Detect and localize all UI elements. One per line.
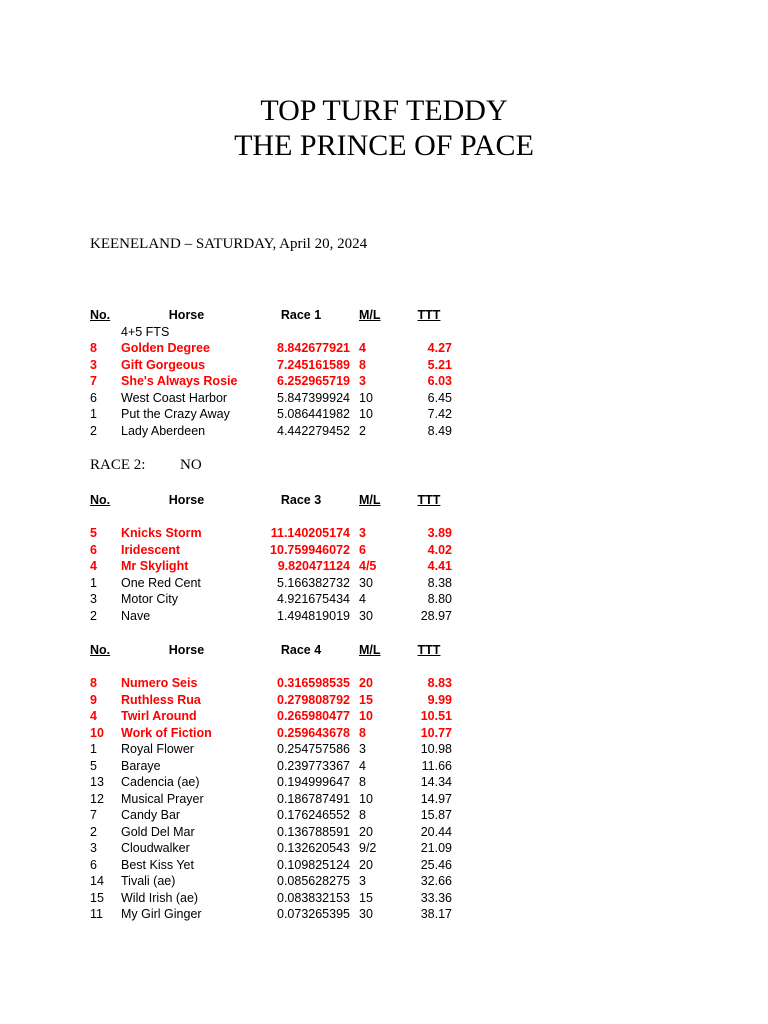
- entry-number: 1: [90, 742, 97, 756]
- entry-ttt: 25.46: [420, 857, 452, 872]
- race1-header-row: [0, 307, 768, 324]
- entry-score: 0.083832153: [277, 890, 350, 905]
- header-no: No.: [90, 643, 111, 657]
- entry-row: [0, 725, 768, 742]
- entry-score: 0.136788591: [277, 824, 350, 839]
- header-horse: Horse: [168, 493, 205, 507]
- entry-morning-line: 10: [359, 791, 373, 806]
- entry-ttt: 8.38: [427, 575, 452, 590]
- entry-number: 7: [90, 374, 97, 388]
- entry-morning-line: 4: [359, 758, 366, 773]
- entry-score: 1.494819019: [277, 608, 350, 623]
- entry-horse: My Girl Ginger: [121, 907, 202, 921]
- entry-ttt: 4.41: [427, 559, 452, 573]
- entry-row: [0, 807, 768, 824]
- entry-number: 5: [90, 526, 97, 540]
- entry-horse: Gift Gorgeous: [121, 357, 206, 372]
- header-race: Race 1: [280, 308, 322, 322]
- entry-score: 0.239773367: [277, 758, 350, 773]
- entry-row: [0, 591, 768, 608]
- entry-row: [0, 373, 768, 390]
- entry-row: [0, 608, 768, 625]
- entry-ttt: 28.97: [420, 608, 452, 623]
- entry-row: [0, 857, 768, 874]
- race1-note-row: [0, 324, 768, 341]
- race4-spacer-row: [0, 659, 768, 676]
- entry-ttt: 15.87: [420, 808, 452, 822]
- entry-morning-line: 3: [359, 526, 366, 540]
- entry-row: [0, 357, 768, 374]
- entry-horse: West Coast Harbor: [121, 390, 228, 405]
- entry-horse: Lady Aberdeen: [121, 423, 206, 438]
- entry-horse: Musical Prayer: [121, 791, 204, 806]
- entry-ttt: 8.49: [427, 423, 452, 438]
- entry-morning-line: 3: [359, 374, 366, 388]
- entry-morning-line: 4: [359, 341, 366, 355]
- entry-horse: One Red Cent: [121, 575, 201, 590]
- entry-horse: Tivali (ae): [121, 874, 176, 888]
- entry-morning-line: 3: [359, 874, 366, 888]
- entry-number: 1: [90, 407, 97, 421]
- entry-number: 4: [90, 559, 97, 573]
- entry-row: [0, 542, 768, 559]
- entry-morning-line: 8: [359, 808, 366, 822]
- race3-block: [0, 492, 768, 624]
- entry-morning-line: 30: [359, 907, 373, 921]
- entry-morning-line: 8: [359, 775, 366, 789]
- entry-score: 0.132620543: [277, 841, 350, 855]
- entry-row: [0, 340, 768, 357]
- entry-ttt: 21.09: [420, 841, 452, 855]
- entry-horse: She's Always Rosie: [121, 374, 238, 388]
- entry-number: 3: [90, 357, 97, 372]
- entry-row: [0, 741, 768, 758]
- race1-block: [0, 307, 768, 439]
- entry-morning-line: 4: [359, 592, 366, 606]
- entry-number: 8: [90, 341, 97, 355]
- entry-score: 7.245161589: [277, 357, 350, 372]
- entry-score: 6.252965719: [277, 374, 350, 388]
- title-line-2: THE PRINCE OF PACE: [234, 129, 534, 162]
- entry-morning-line: 15: [359, 890, 373, 905]
- entry-score: 0.265980477: [277, 709, 350, 723]
- entry-ttt: 10.98: [420, 742, 452, 756]
- entry-horse: Twirl Around: [121, 709, 197, 723]
- entry-row: [0, 824, 768, 841]
- entry-ttt: 6.03: [427, 374, 452, 388]
- entry-horse: Wild Irish (ae): [121, 890, 199, 905]
- entry-morning-line: 30: [359, 575, 373, 590]
- race4-header-row: [0, 642, 768, 659]
- entry-row: [0, 675, 768, 692]
- entry-horse: Numero Seis: [121, 676, 198, 690]
- entry-score: 4.921675434: [277, 592, 350, 606]
- header-ml: M/L: [359, 493, 381, 507]
- entry-ttt: 7.42: [427, 407, 452, 421]
- entry-score: 0.176246552: [277, 808, 350, 822]
- title-line-1: TOP TURF TEDDY: [260, 94, 508, 127]
- entry-morning-line: 10: [359, 407, 373, 421]
- entry-number: 8: [90, 676, 97, 690]
- entry-horse: Put the Crazy Away: [121, 407, 230, 421]
- entry-row: [0, 692, 768, 709]
- entry-horse: Ruthless Rua: [121, 692, 201, 707]
- entry-number: 3: [90, 841, 97, 855]
- entry-horse: Knicks Storm: [121, 526, 202, 540]
- entry-horse: Golden Degree: [121, 341, 210, 355]
- entry-horse: Cadencia (ae): [121, 775, 200, 789]
- entry-row: [0, 890, 768, 907]
- race2-value: NO: [180, 457, 202, 473]
- entry-horse: Baraye: [121, 758, 161, 773]
- entry-morning-line: 9/2: [359, 841, 377, 855]
- entry-number: 6: [90, 390, 97, 405]
- entry-morning-line: 15: [359, 692, 373, 707]
- entry-ttt: 3.89: [427, 526, 452, 540]
- entry-number: 15: [90, 890, 104, 905]
- header-no: No.: [90, 308, 111, 322]
- entry-row: [0, 708, 768, 725]
- entry-morning-line: 8: [359, 357, 366, 372]
- header-ttt: TTT: [417, 493, 441, 507]
- entry-number: 10: [90, 725, 104, 740]
- entry-ttt: 14.34: [420, 775, 452, 789]
- race1-entries: [0, 340, 768, 439]
- race2-label: RACE 2:: [90, 457, 146, 473]
- entry-number: 5: [90, 758, 97, 773]
- entry-number: 2: [90, 824, 97, 839]
- entry-score: 0.085628275: [277, 874, 350, 888]
- entry-number: 11: [90, 907, 103, 921]
- entry-score: 4.442279452: [277, 423, 350, 438]
- entry-number: 3: [90, 592, 97, 606]
- entry-ttt: 33.36: [420, 890, 452, 905]
- entry-score: 8.842677921: [277, 341, 350, 355]
- entry-row: [0, 840, 768, 857]
- entry-ttt: 10.77: [420, 725, 452, 740]
- race4-block: [0, 642, 768, 923]
- entry-ttt: 20.44: [420, 824, 452, 839]
- entry-horse: Candy Bar: [121, 808, 181, 822]
- entry-ttt: 5.21: [427, 357, 452, 372]
- entry-ttt: 6.45: [427, 390, 452, 405]
- entry-number: 6: [90, 857, 97, 872]
- entry-horse: Motor City: [121, 592, 178, 606]
- race4-entries: [0, 675, 768, 923]
- entry-row: [0, 906, 768, 923]
- entry-ttt: 32.66: [420, 874, 452, 888]
- header-ttt: TTT: [417, 308, 441, 322]
- entry-number: 2: [90, 423, 97, 438]
- race2-line: [0, 457, 768, 477]
- entry-morning-line: 20: [359, 824, 373, 839]
- header-race: Race 4: [280, 643, 322, 657]
- entry-morning-line: 20: [359, 676, 373, 690]
- header-no: No.: [90, 493, 111, 507]
- entry-row: [0, 390, 768, 407]
- event-line: KEENELAND – SATURDAY, April 20, 2024: [90, 236, 368, 252]
- entry-ttt: 4.02: [427, 542, 452, 557]
- entry-number: 6: [90, 542, 97, 557]
- entry-score: 11.140205174: [270, 526, 350, 540]
- race3-entries: [0, 525, 768, 624]
- entry-score: 9.820471124: [277, 559, 350, 573]
- entry-horse: Cloudwalker: [121, 841, 190, 855]
- entry-horse: Gold Del Mar: [121, 824, 195, 839]
- entry-number: 14: [90, 874, 104, 888]
- entry-score: 0.254757586: [277, 742, 350, 756]
- entry-score: 0.316598535: [277, 676, 350, 690]
- entry-morning-line: 2: [359, 423, 366, 438]
- entry-horse: Mr Skylight: [121, 559, 189, 573]
- entry-score: 5.847399924: [277, 390, 350, 405]
- header-horse: Horse: [168, 308, 205, 322]
- entry-score: 5.166382732: [277, 575, 350, 590]
- entry-horse: Iridescent: [121, 542, 181, 557]
- entry-row: [0, 558, 768, 575]
- entry-morning-line: 10: [359, 390, 373, 405]
- entry-row: [0, 525, 768, 542]
- race1-note: 4+5 FTS: [121, 324, 170, 339]
- entry-row: [0, 791, 768, 808]
- header-ml: M/L: [359, 308, 381, 322]
- entry-number: 13: [90, 775, 104, 789]
- entry-row: [0, 423, 768, 440]
- entry-horse: Work of Fiction: [121, 725, 212, 740]
- entry-score: 0.109825124: [277, 857, 350, 872]
- entry-ttt: 14.97: [420, 791, 452, 806]
- entry-number: 9: [90, 692, 97, 707]
- entry-score: 5.086441982: [277, 407, 350, 421]
- race3-header-row: [0, 492, 768, 509]
- entry-horse: Royal Flower: [121, 742, 194, 756]
- header-race: Race 3: [280, 493, 322, 507]
- entry-ttt: 8.80: [427, 592, 452, 606]
- entry-morning-line: 10: [359, 709, 373, 723]
- entry-morning-line: 6: [359, 542, 366, 557]
- entry-morning-line: 4/5: [359, 559, 377, 573]
- entry-morning-line: 8: [359, 725, 366, 740]
- entry-horse: Best Kiss Yet: [121, 857, 194, 872]
- entry-score: 0.194999647: [277, 775, 350, 789]
- header-horse: Horse: [168, 643, 205, 657]
- entry-number: 12: [90, 791, 104, 806]
- entry-score: 0.259643678: [277, 725, 350, 740]
- entry-morning-line: 20: [359, 857, 373, 872]
- entry-ttt: 38.17: [420, 907, 452, 921]
- header-ttt: TTT: [417, 643, 441, 657]
- entry-row: [0, 774, 768, 791]
- entry-row: [0, 575, 768, 592]
- entry-row: [0, 873, 768, 890]
- race3-spacer-row: [0, 509, 768, 526]
- entry-score: 10.759946072: [270, 542, 350, 557]
- entry-ttt: 8.83: [427, 676, 452, 690]
- entry-score: 0.073265395: [277, 907, 350, 921]
- entry-ttt: 4.27: [427, 341, 452, 355]
- entry-ttt: 9.99: [427, 692, 452, 707]
- entry-score: 0.186787491: [277, 791, 350, 806]
- entry-number: 1: [90, 575, 97, 590]
- header-ml: M/L: [359, 643, 381, 657]
- entry-number: 7: [90, 808, 97, 822]
- entry-horse: Nave: [121, 608, 151, 623]
- entry-morning-line: 30: [359, 608, 373, 623]
- entry-row: [0, 758, 768, 775]
- entry-morning-line: 3: [359, 742, 366, 756]
- entry-number: 4: [90, 709, 97, 723]
- entry-ttt: 11.66: [421, 758, 452, 773]
- entry-score: 0.279808792: [277, 692, 350, 707]
- entry-row: [0, 406, 768, 423]
- entry-ttt: 10.51: [420, 709, 452, 723]
- entry-number: 2: [90, 608, 97, 623]
